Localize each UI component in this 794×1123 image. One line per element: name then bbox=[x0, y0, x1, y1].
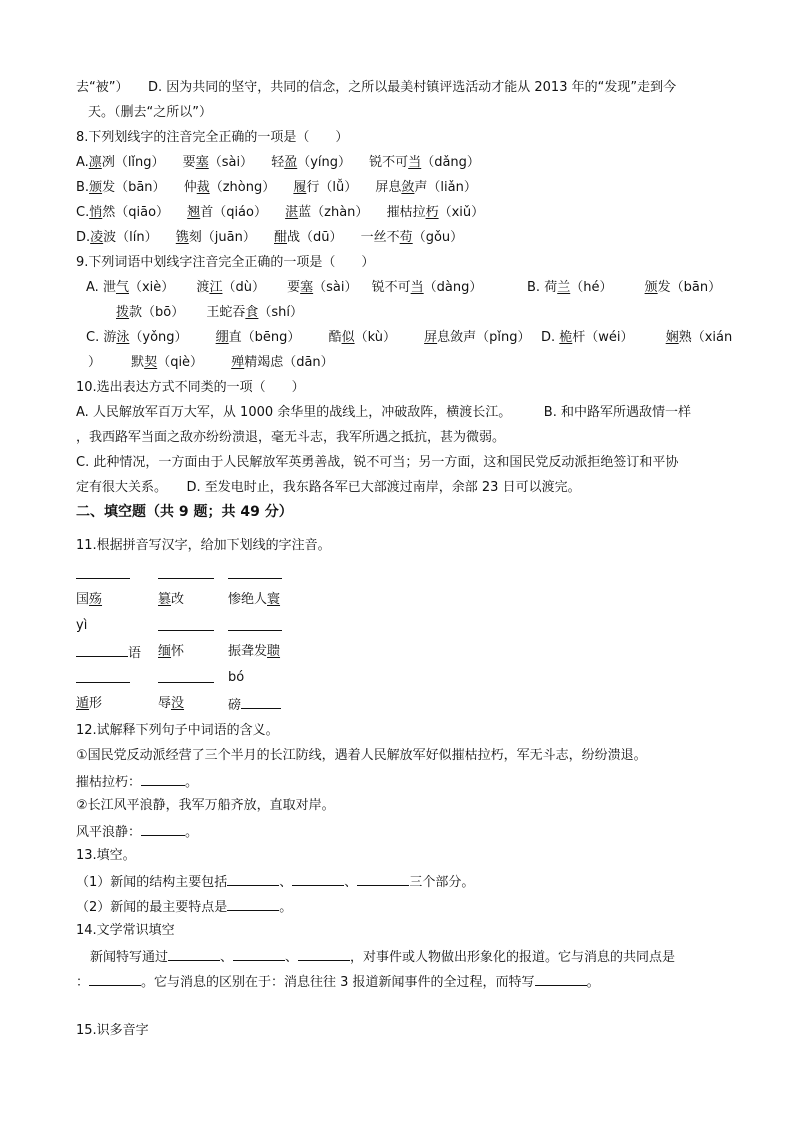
word-text: 。 bbox=[586, 975, 600, 990]
word-text: 。它与消息的区别在于：消息往往 3 报道新闻事件的全过程，而特写 bbox=[141, 975, 535, 990]
word-text: 磅 bbox=[228, 698, 242, 713]
q11-title: 11.根据拼音写汉字，给加下划线的字注音。 bbox=[76, 538, 331, 553]
q11-word-bang-blank bbox=[228, 695, 281, 715]
answer-label: 风平浪静： bbox=[76, 825, 142, 840]
underlined-char: 缅 bbox=[158, 644, 172, 659]
underlined-char: 篡 bbox=[158, 592, 172, 607]
q11-answer-blank bbox=[158, 617, 214, 637]
word-text: 怀 bbox=[171, 644, 185, 659]
word-text: （qiè） bbox=[157, 355, 204, 370]
word-text: （zhòng） bbox=[209, 180, 276, 195]
underlined-char: 颁 bbox=[89, 180, 103, 195]
word-text: 新闻特写通过 bbox=[90, 950, 169, 965]
q11-word-guoshang bbox=[76, 591, 102, 609]
underlined-char: 酣 bbox=[274, 230, 288, 245]
word-text: 、 bbox=[285, 950, 299, 965]
q11-word-cuangai bbox=[158, 591, 184, 609]
underlined-char: 兰 bbox=[557, 280, 571, 295]
underlined-char: 朽 bbox=[425, 205, 439, 220]
underlined-char: 泳 bbox=[116, 330, 130, 345]
option-label: B. bbox=[527, 280, 545, 295]
word-text: 酷 bbox=[328, 330, 342, 345]
word-text: 首（qiáo） bbox=[200, 205, 267, 220]
word-text: 语 bbox=[128, 646, 142, 661]
underlined-char: 湛 bbox=[285, 205, 299, 220]
q12-sentence-1: ①国民党反动派经营了三个半月的长江防线，遇着人民解放军好似摧枯拉朽，军无斗志，纷纷溃退。 bbox=[76, 748, 647, 763]
q11-word-yi-yu bbox=[76, 643, 141, 663]
option-label: D. bbox=[541, 330, 560, 345]
q10-title: 10.选出表达方式不同类的一项（ ） bbox=[76, 380, 305, 395]
word-text: ，对事件或人物做出形象化的报道。它与消息的共同点是 bbox=[350, 950, 676, 965]
word-text: ： bbox=[76, 975, 90, 990]
q9-option-b-part2 bbox=[116, 304, 303, 322]
word-text: 、 bbox=[344, 875, 358, 890]
word-text: 三个部分。 bbox=[409, 875, 475, 890]
underlined-char: 盈 bbox=[284, 155, 298, 170]
underlined-char: 拨 bbox=[116, 305, 130, 320]
word-text: 杆（wéi） bbox=[572, 330, 634, 345]
word-text: （shí） bbox=[258, 305, 304, 320]
q14-title: 14.文学常识填空 bbox=[76, 923, 175, 938]
q7-continuation-line-2: 天。（删去“之所以”） bbox=[88, 105, 212, 120]
q11-word-rumo bbox=[158, 695, 184, 713]
word-text: （dǎng） bbox=[421, 155, 480, 170]
word-text: 要 bbox=[182, 155, 196, 170]
answer-blank bbox=[89, 972, 141, 986]
q11-word-dunxing bbox=[76, 695, 102, 713]
word-text: 惨绝人 bbox=[228, 592, 268, 607]
word-text: 泄 bbox=[102, 280, 116, 295]
q9-option-d-part1 bbox=[541, 329, 732, 347]
word-text: （yǒng） bbox=[129, 330, 188, 345]
word-text: 战（dū） bbox=[287, 230, 343, 245]
underlined-char: 凌 bbox=[90, 230, 104, 245]
q9-title: 9.下列词语中划线字注音完全正确的一项是（ ） bbox=[76, 255, 375, 270]
word-text: 锐不可 bbox=[369, 155, 409, 170]
word-text: ） bbox=[88, 355, 102, 370]
answer-blank bbox=[298, 947, 350, 961]
q11-word-canjuerenhuan bbox=[228, 591, 280, 609]
word-text: 精竭虑（dān） bbox=[244, 355, 334, 370]
underlined-char: 塞 bbox=[195, 155, 209, 170]
option-label: A. bbox=[86, 280, 103, 295]
underlined-char: 殇 bbox=[89, 592, 103, 607]
word-text: （kù） bbox=[354, 330, 396, 345]
q10-line-4: 定有很大关系。 D. 至发电时止，我东路各军已大部渡过南岸，余部 23 日可以渡完。 bbox=[76, 480, 581, 495]
word-text: 轻 bbox=[271, 155, 285, 170]
answer-blank bbox=[535, 972, 587, 986]
underlined-char: 当 bbox=[408, 155, 422, 170]
word-text: 屏息 bbox=[375, 180, 402, 195]
q11-pinyin-bo: bó bbox=[228, 670, 245, 685]
answer-blank bbox=[141, 772, 185, 786]
q9-option-b-part1 bbox=[527, 279, 721, 297]
word-text: （sài） bbox=[313, 280, 358, 295]
answer-blank bbox=[292, 872, 344, 886]
word-text: 默 bbox=[131, 355, 145, 370]
underlined-char: 凛 bbox=[88, 155, 102, 170]
word-text: 王蛇吞 bbox=[206, 305, 246, 320]
q11-word-mianhuai bbox=[158, 643, 184, 661]
answer-blank bbox=[141, 822, 185, 836]
word-text: （2）新闻的最主要特点是 bbox=[76, 900, 228, 915]
q12-sentence-2: ②长江风平浪静，我军万船齐放，直取对岸。 bbox=[76, 798, 335, 813]
q11-pinyin-yi: yì bbox=[76, 618, 88, 633]
word-text: 游 bbox=[103, 330, 117, 345]
word-text: 波（lín） bbox=[103, 230, 158, 245]
option-label: B. bbox=[76, 180, 90, 195]
underlined-char: 塞 bbox=[300, 280, 314, 295]
q11-answer-blank bbox=[76, 643, 128, 657]
answer-blank bbox=[233, 947, 285, 961]
q11-answer-blank bbox=[158, 669, 214, 689]
underlined-char: 江 bbox=[209, 280, 223, 295]
q13-item-2 bbox=[76, 897, 292, 917]
word-text: 仲 bbox=[183, 180, 197, 195]
underlined-char: 颁 bbox=[644, 280, 658, 295]
word-text: 一丝不 bbox=[360, 230, 400, 245]
q11-answer-blank bbox=[76, 669, 130, 689]
word-text: 款（bō） bbox=[129, 305, 185, 320]
word-text: 息敛声（pǐng） bbox=[437, 330, 531, 345]
q7-continuation-line-1: 去“被”） D. 因为共同的坚守，共同的信念，之所以最美村镇评选活动才能从 2013 年的“发现”走到今 bbox=[76, 80, 677, 95]
word-text: 渡 bbox=[196, 280, 210, 295]
word-text: 发（bān） bbox=[657, 280, 722, 295]
q13-item-1 bbox=[76, 872, 474, 892]
q9-option-c bbox=[86, 329, 530, 347]
word-text: 。 bbox=[185, 825, 199, 840]
word-text: （sài） bbox=[208, 155, 254, 170]
word-text: 刻（juān） bbox=[188, 230, 256, 245]
q8-option-d bbox=[76, 229, 463, 247]
underlined-char: 翘 bbox=[187, 205, 201, 220]
underlined-char: 履 bbox=[293, 180, 307, 195]
underlined-char: 遁 bbox=[76, 696, 90, 711]
q11-answer-blank bbox=[228, 617, 282, 637]
word-text: （xiè） bbox=[128, 280, 175, 295]
word-text: 声（liǎn） bbox=[414, 180, 477, 195]
word-text: 冽（lǐng） bbox=[101, 155, 165, 170]
word-text: 辱 bbox=[158, 696, 172, 711]
word-text: 要 bbox=[287, 280, 301, 295]
underlined-char: 裁 bbox=[196, 180, 210, 195]
word-text: （yíng） bbox=[297, 155, 352, 170]
option-label: D. bbox=[76, 230, 91, 245]
word-text: （gǒu） bbox=[412, 230, 464, 245]
answer-blank bbox=[227, 872, 279, 886]
q11-word-zhenlongfakui bbox=[228, 643, 280, 661]
word-text: 锐不可 bbox=[371, 280, 411, 295]
q10-line-2: ，我西路军当面之敌亦纷纷溃退，毫无斗志，我军所遇之抵抗，甚为微弱。 bbox=[76, 430, 506, 445]
underlined-char: 殚 bbox=[231, 355, 245, 370]
word-text: 振聋发 bbox=[228, 644, 268, 659]
underlined-char: 悄 bbox=[89, 205, 103, 220]
q15-title: 15.识多音字 bbox=[76, 1023, 149, 1038]
q12-answer-1 bbox=[76, 772, 198, 792]
underlined-char: 屏 bbox=[424, 330, 438, 345]
underlined-char: 没 bbox=[171, 696, 185, 711]
word-text: 。 bbox=[279, 900, 293, 915]
q11-answer-blank bbox=[76, 565, 130, 585]
option-label: A. bbox=[76, 155, 89, 170]
word-text: 行（lǚ） bbox=[306, 180, 358, 195]
word-text: 、 bbox=[279, 875, 293, 890]
underlined-char: 绷 bbox=[215, 330, 229, 345]
q8-option-c bbox=[76, 204, 484, 222]
underlined-char: 苟 bbox=[399, 230, 413, 245]
q11-answer-blank bbox=[158, 565, 214, 585]
word-text: 国 bbox=[76, 592, 90, 607]
underlined-char: 桅 bbox=[559, 330, 573, 345]
word-text: 发（bān） bbox=[102, 180, 166, 195]
underlined-char: 敛 bbox=[401, 180, 415, 195]
underlined-char: 食 bbox=[245, 305, 259, 320]
q12-title: 12.试解释下列句子中词语的含义。 bbox=[76, 723, 279, 738]
q10-line-3: C. 此种情况，一方面由于人民解放军英勇善战，锐不可当；另一方面，这和国民党反动派拒绝签订和平协 bbox=[76, 455, 679, 470]
q14-line-2 bbox=[76, 972, 600, 992]
word-text: 熟（xián bbox=[678, 330, 733, 345]
underlined-char: 当 bbox=[410, 280, 424, 295]
answer-label: 摧枯拉朽： bbox=[76, 775, 142, 790]
word-text: 蓝（zhàn） bbox=[298, 205, 369, 220]
underlined-char: 似 bbox=[341, 330, 355, 345]
underlined-char: 聩 bbox=[267, 644, 281, 659]
q13-title: 13.填空。 bbox=[76, 848, 136, 863]
answer-blank bbox=[357, 872, 409, 886]
underlined-char: 娴 bbox=[665, 330, 679, 345]
word-text: 改 bbox=[171, 592, 185, 607]
word-text: （hé） bbox=[570, 280, 613, 295]
word-text: （xiǔ） bbox=[438, 205, 485, 220]
option-label: C. bbox=[86, 330, 104, 345]
q8-option-b bbox=[76, 179, 477, 197]
q10-line-1: A. 人民解放军百万大军，从 1000 余华里的战线上，冲破敌阵，横渡长江。 B. 和中路军所遇敌情一样 bbox=[76, 405, 691, 420]
q9-option-d-part2 bbox=[88, 354, 334, 372]
q9-option-a bbox=[86, 279, 482, 297]
q14-line-1 bbox=[90, 947, 675, 967]
word-text: （dàng） bbox=[423, 280, 483, 295]
q12-answer-2 bbox=[76, 822, 198, 842]
q11-answer-blank bbox=[228, 565, 282, 585]
word-text: （1）新闻的结构主要包括 bbox=[76, 875, 228, 890]
underlined-char: 寰 bbox=[267, 592, 281, 607]
word-text: （dù） bbox=[222, 280, 265, 295]
word-text: 。 bbox=[185, 775, 199, 790]
answer-blank bbox=[168, 947, 220, 961]
word-text: 荷 bbox=[544, 280, 558, 295]
word-text: 摧枯拉 bbox=[386, 205, 426, 220]
word-text: 直（bēng） bbox=[228, 330, 301, 345]
underlined-char: 镌 bbox=[175, 230, 189, 245]
word-text: 形 bbox=[89, 696, 103, 711]
section-heading-fill-in: 二、填空题（共 9 题；共 49 分） bbox=[76, 504, 293, 520]
option-label: C. bbox=[76, 205, 90, 220]
word-text: 然（qiāo） bbox=[102, 205, 170, 220]
underlined-char: 契 bbox=[144, 355, 158, 370]
q8-title: 8.下列划线字的注音完全正确的一项是（ ） bbox=[76, 130, 349, 145]
word-text: 、 bbox=[220, 950, 234, 965]
q8-option-a bbox=[76, 154, 480, 172]
q11-answer-blank bbox=[241, 695, 281, 709]
answer-blank bbox=[227, 897, 279, 911]
underlined-char: 气 bbox=[115, 280, 129, 295]
